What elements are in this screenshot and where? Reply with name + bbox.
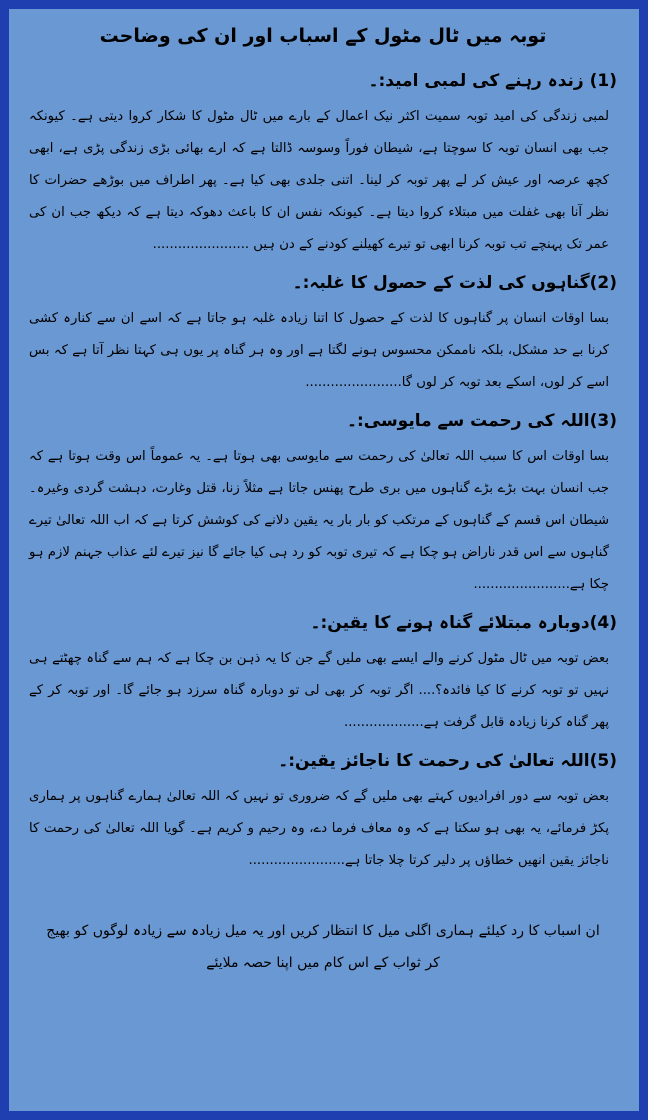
section-text: بعض توبہ سے دور افرادیوں کہتے بھی ملیں گے کہ ضروری تو نہیں کہ اللہ تعالیٰ ہمارے گناہوں پر ہماری پکڑ فرمائے، یہ بھی ہو سکتا ہے کہ وہ معاف فرما دے، وہ رحیم و کریم ہے۔ گویا اللہ تعالیٰ کی رحمت کا ناجائز یقین انھیں خطاؤں پر دلیر کرتا چلا جاتا ہے....................... bbox=[29, 789, 609, 868]
section-heading: (4)دوبارہ مبتلائے گناہ ہونے کا یقین:۔ bbox=[310, 613, 617, 633]
article-body bbox=[9, 9, 639, 979]
footer-note: ان اسباب کا رد کیلئے ہماری اگلی میل کا انتظار کریں اور یہ میل زیادہ سے زیادہ لوگوں کو بھیج کر ثواب کے اس کام میں اپنا حصہ ملایئے bbox=[46, 923, 600, 971]
page-title: توبہ میں ٹال مٹول کے اسباب اور ان کی وضاحت bbox=[99, 25, 547, 47]
section-text: لمبی زندگی کی امید توبہ سمیت اکثر نیک اعمال کے بارے میں ٹال مٹول کا شکار کروا دیتی ہے۔ کیونکہ جب بھی انسان توبہ کا سوچتا ہے، شیطان فوراً وسوسہ ڈالتا ہے کہ ارے بھائی بڑی زندگی پڑی ہے، ابھی کچھ عرصہ اور عیش کر لے پھر توبہ کر لینا۔ اتنی جلدی بھی کیا ہے۔ پھر اطراف میں بوڑھے حضرات کا نظر آنا بھی غفلت میں مبتلاء کروا دیتا ہے۔ کیونکہ نفس ان کا باعث دھوکہ دیتا ہے کہ دیکھ جب ان کی عمر تک پہنچے تب توبہ کرنا ابھی تو تیرے کھیلنے کودنے کے دن ہیں ....................... bbox=[29, 109, 609, 252]
page-frame bbox=[9, 9, 639, 1111]
section-5 bbox=[29, 749, 617, 877]
section-heading: (2)گناہوں کی لذت کے حصول کا غلبہ:۔ bbox=[292, 273, 617, 293]
section-text: بسا اوقات اس کا سبب اللہ تعالیٰ کی رحمت سے مایوسی بھی ہوتا ہے۔ یہ عموماً اس وقت ہوتا ہے کہ جب انسان بہت بڑے بڑے گناہوں میں بری طرح پھنس جاتا ہے مثلاً زنا، قتل وغارت، دہشت گردی وغیرہ۔ شیطان اس قسم کے گناہوں کے مرتکب کو بار بار یہ یقین دلانے کی کوشش کرتا ہے کہ اب اللہ تعالیٰ تیرے گناہوں سے اس قدر ناراض ہو چکا ہے کہ تیری توبہ کو رد ہی کیا جائے گا نیز تیرے لئے عذاب جہنم لازم ہو چکا ہے....................... bbox=[29, 449, 609, 592]
section-heading: (3)اللہ کی رحمت سے مایوسی:۔ bbox=[346, 411, 617, 431]
section-2 bbox=[29, 271, 617, 399]
section-heading: (1) زندہ رہنے کی لمبی امید:۔ bbox=[368, 71, 617, 91]
section-heading: (5)اللہ تعالیٰ کی رحمت کا ناجائز یقین:۔ bbox=[278, 751, 617, 771]
section-3 bbox=[29, 409, 617, 601]
section-text: بعض توبہ میں ٹال مٹول کرنے والے ایسے بھی ملیں گے جن کا یہ ذہن بن چکا ہے کہ ہم سے گناہ چھٹتے ہی نہیں تو توبہ کرنے کا کیا فائدہ؟.... اگر توبہ کر بھی لی تو دوبارہ گناہ سرزد ہو جائے گا۔ اور توبہ کر کے پھر گناہ کرنا زیادہ قابل گرفت ہے................... bbox=[29, 651, 609, 730]
section-1 bbox=[29, 69, 617, 261]
section-text: بسا اوقات انسان پر گناہوں کا لذت کے حصول کا اتنا زیادہ غلبہ ہو جاتا ہے کہ اسے ان سے کنارہ کشی کرنا بے حد مشکل، بلکہ ناممکن محسوس ہونے لگتا ہے اور وہ ہر گناہ پر یوں ہی کہتا نظر آتا ہے کہ بس اسے کر لوں، اسکے بعد توبہ کر لوں گا....................... bbox=[29, 311, 609, 390]
section-4 bbox=[29, 611, 617, 739]
